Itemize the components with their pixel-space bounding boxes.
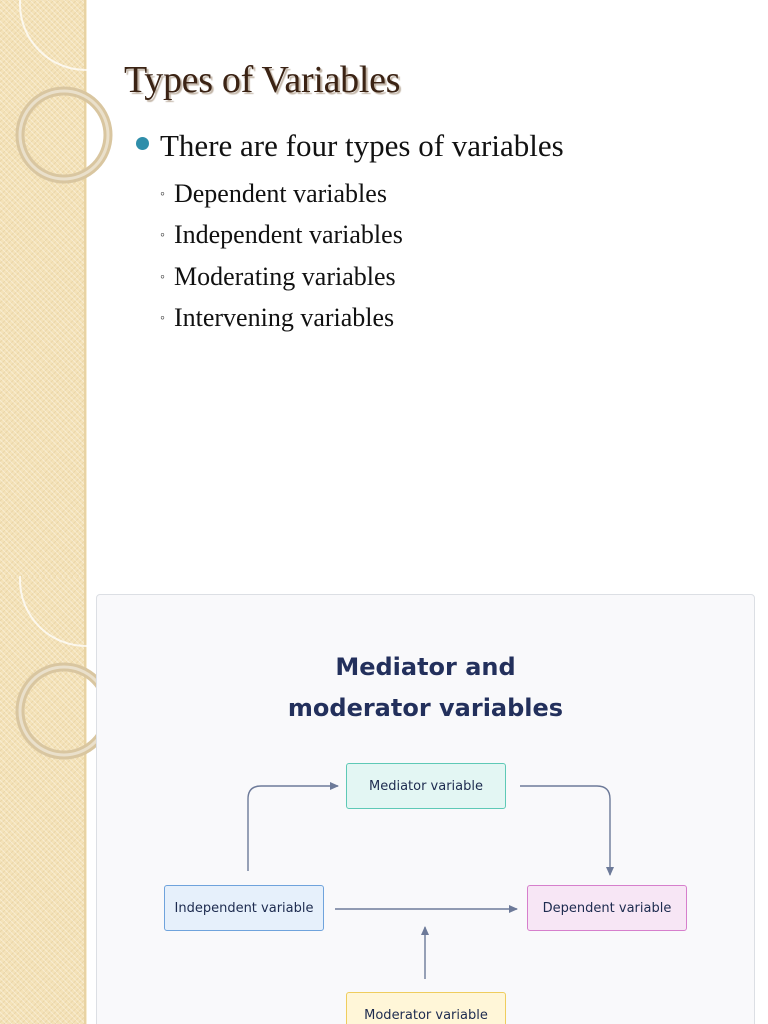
sub-bullet-icon: ◦ [160,269,165,285]
independent-variable-box: Independent variable [164,885,324,931]
sub-bullet-icon: ◦ [160,311,165,327]
list-item-text: Moderating variables [173,261,396,291]
slide-title: Types of Variables [124,59,401,101]
main-bullet-text: There are four types of variables [160,128,564,163]
list-item-text: Independent variables [173,220,403,250]
list-item [160,298,403,340]
variable-types-list [160,173,403,339]
arrow-independent-to-mediator [248,786,338,871]
sub-bullet-icon: ◦ [160,186,165,202]
dependent-variable-box: Dependent variable [527,885,687,931]
diagram-title-line: Mediator and [335,653,516,681]
list-item-text: Intervening variables [173,303,395,333]
mediator-variable-box: Mediator variable [346,763,506,809]
decorative-rings-icon [0,0,120,576]
list-item [160,173,403,215]
list-item [160,256,403,298]
main-bullet [136,128,564,164]
diagram-title-line: moderator variables [287,694,564,722]
diagram-arrows [97,595,754,1024]
bullet-dot-icon [136,137,149,150]
mediator-moderator-diagram [96,594,755,1024]
list-item [160,215,403,257]
sub-bullet-icon: ◦ [160,228,165,244]
slide-mediator-moderator [0,576,768,1024]
moderator-variable-box: Moderator variable [346,992,506,1024]
arrow-mediator-to-dependent [520,786,610,875]
list-item-text: Dependent variables [173,178,387,208]
